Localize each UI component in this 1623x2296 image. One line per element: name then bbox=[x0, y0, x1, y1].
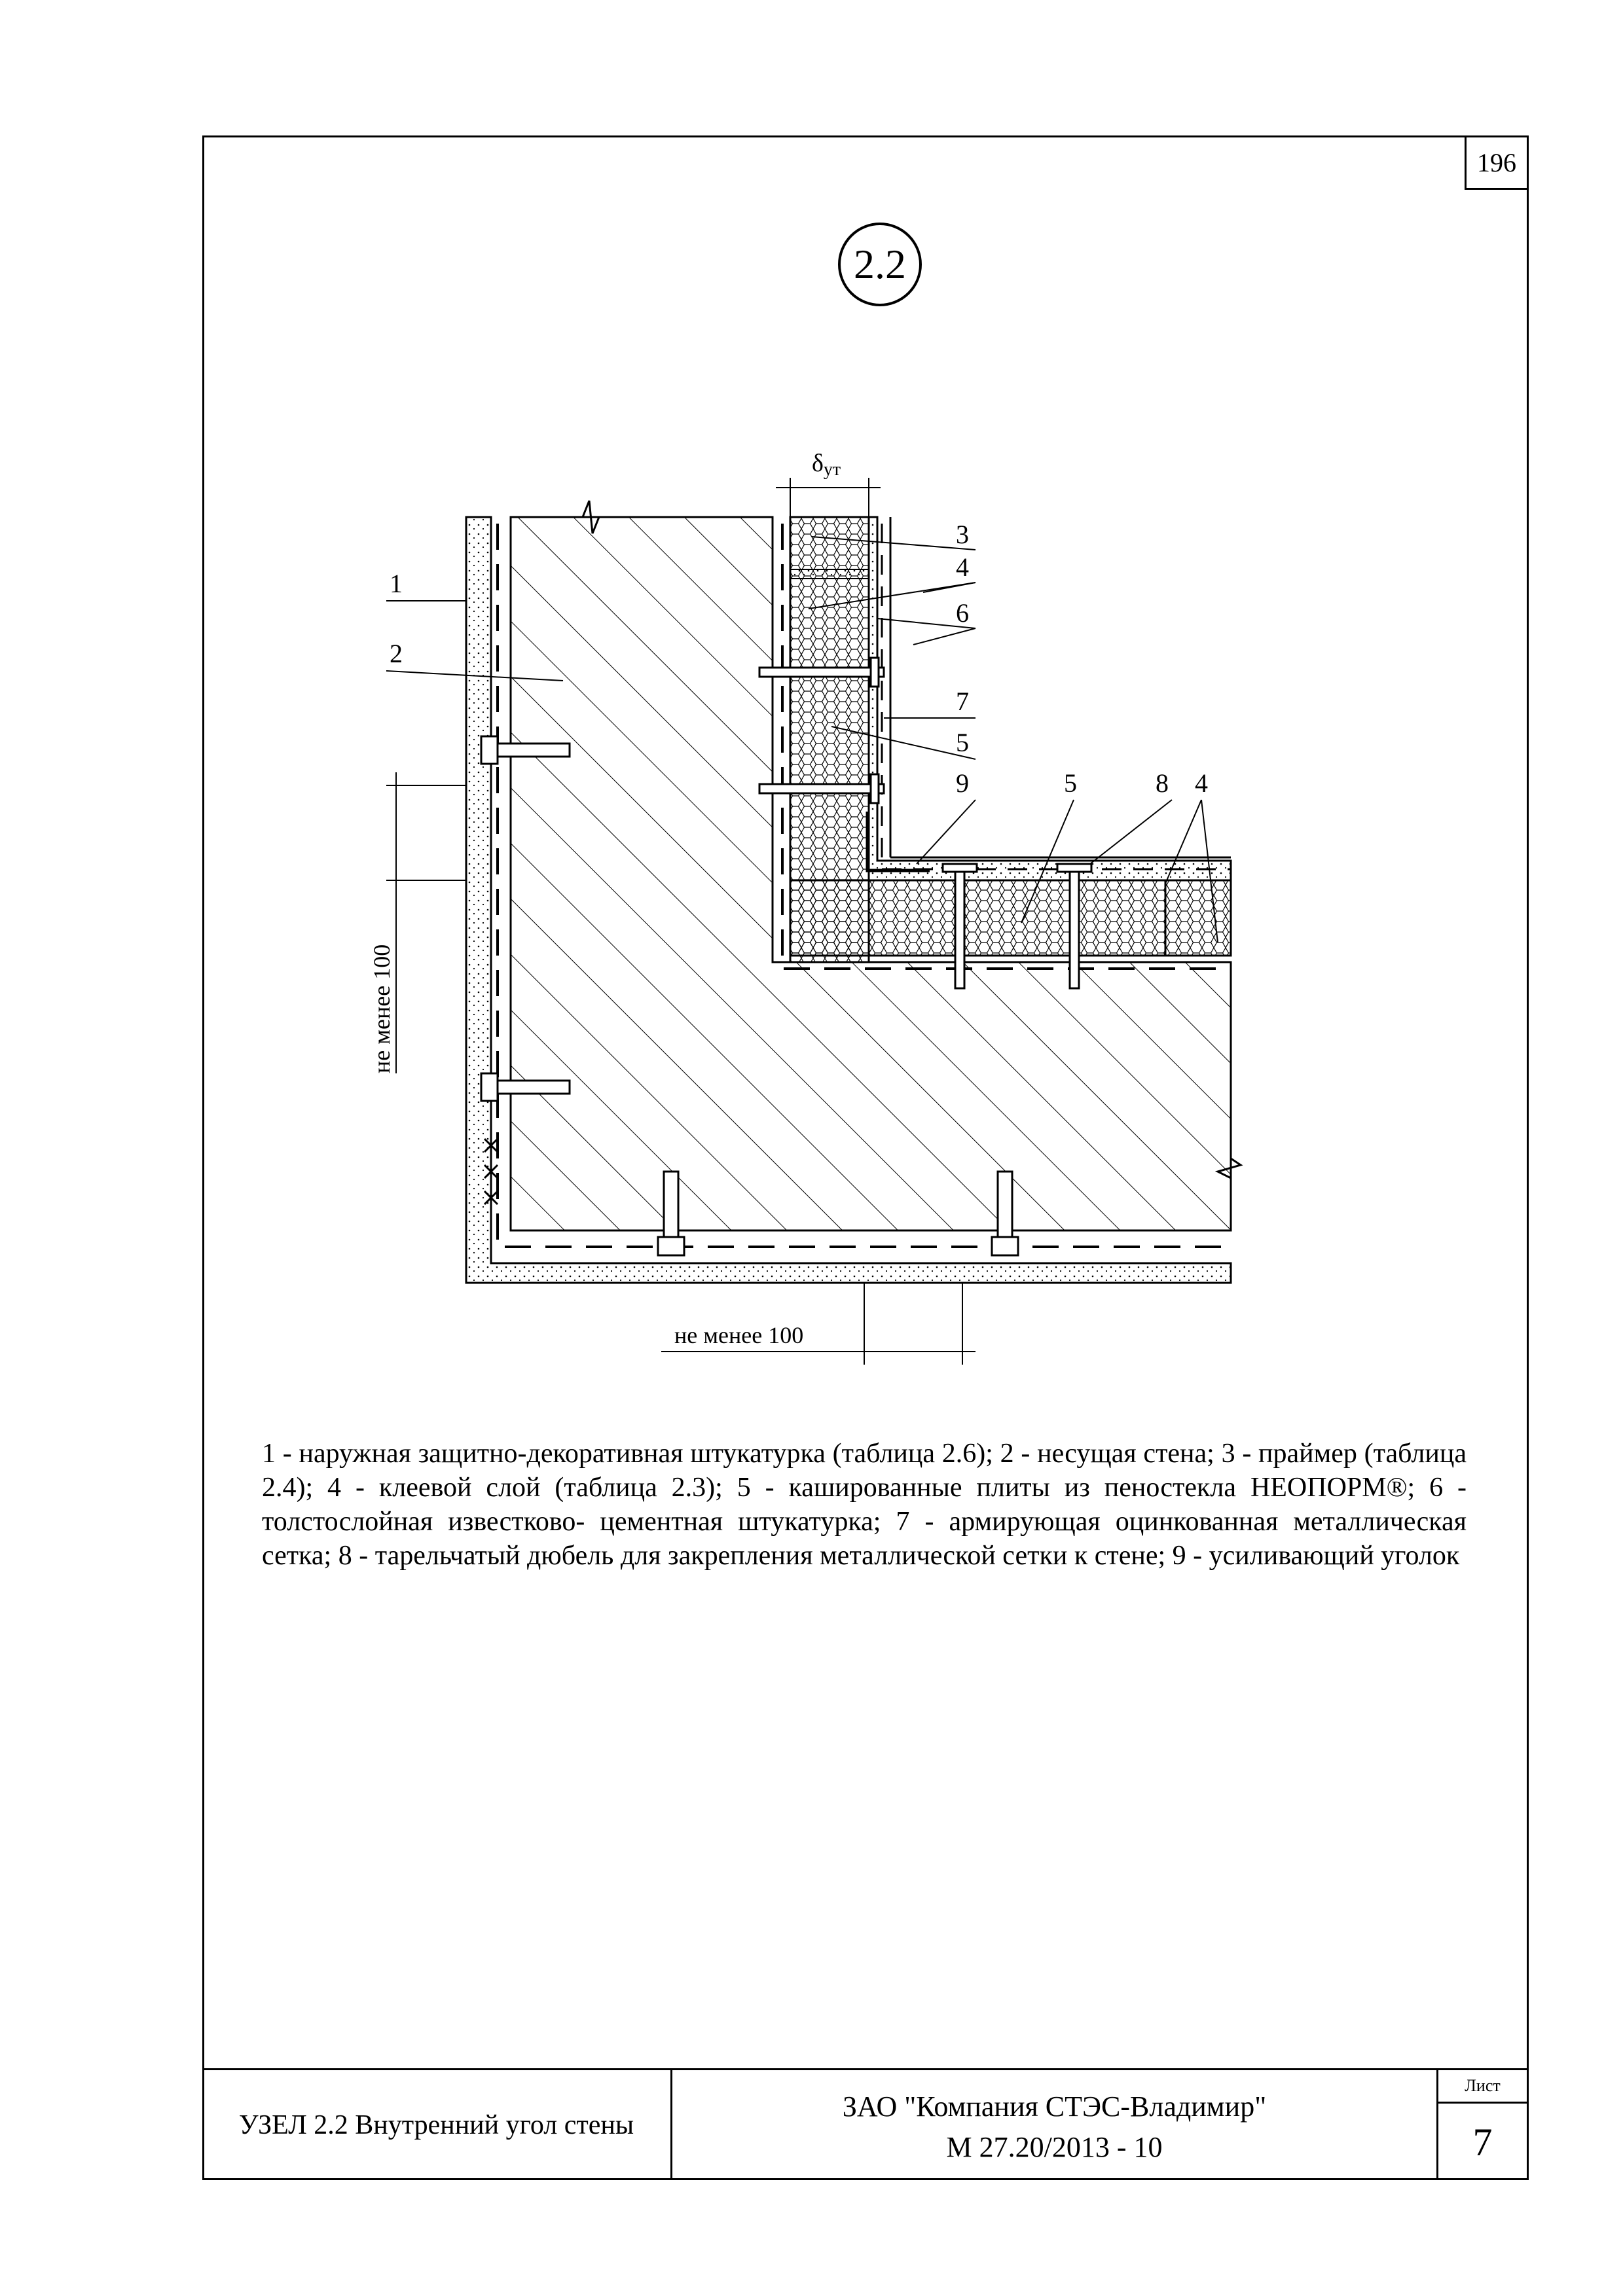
callout-3: 3 bbox=[956, 520, 969, 549]
thick-plaster bbox=[869, 517, 1231, 880]
stamp-sheet bbox=[1438, 2070, 1527, 2180]
delta-label: δут bbox=[812, 450, 841, 480]
page-number: 196 bbox=[1465, 135, 1529, 190]
callout-5b: 5 bbox=[1064, 768, 1077, 798]
legend-text: 1 - наружная защитно-декоративная штукатурка (таблица 2.6); 2 - несущая стена; 3 - праймер (таблица 2.4); 4 - клеевой слой (таблица 2.3); 5 - кашированные плиты из пеностекла НЕОПОРМ®; 6 - толстослойная известково- цементная штукатурка; 7 - армирующая оцинкованная металлическая сетка; 8 - тарельчатый дюбель для закрепления металлической сетки к стене; 9 - усиливающий уголок bbox=[262, 1439, 1467, 1571]
callout-2: 2 bbox=[390, 639, 403, 668]
sheet-label: Лист bbox=[1438, 2070, 1527, 2104]
callout-5: 5 bbox=[956, 728, 969, 757]
stamp-title: УЗЕЛ 2.2 Внутренний угол стены bbox=[202, 2070, 672, 2180]
callout-4b: 4 bbox=[1195, 768, 1208, 798]
adhesive-vertical bbox=[790, 569, 869, 579]
callout-6: 6 bbox=[956, 598, 969, 628]
sheet-number: 7 bbox=[1472, 2120, 1493, 2164]
callout-8: 8 bbox=[1156, 768, 1169, 798]
min-distance-horizontal: не менее 100 bbox=[674, 1322, 804, 1348]
stamp-company-block bbox=[672, 2070, 1438, 2180]
node-id-circle: 2.2 bbox=[838, 223, 922, 306]
callout-4: 4 bbox=[956, 552, 969, 582]
callout-1: 1 bbox=[390, 569, 403, 598]
title-block bbox=[202, 2068, 1529, 2180]
stamp-doc-code: М 27.20/2013 - 10 bbox=[946, 2131, 1163, 2163]
callout-7: 7 bbox=[956, 687, 969, 716]
callout-9: 9 bbox=[956, 768, 969, 798]
min-distance-vertical: не менее 100 bbox=[369, 944, 395, 1073]
stamp-company: ЗАО "Компания СТЭС-Владимир" bbox=[842, 2090, 1267, 2123]
